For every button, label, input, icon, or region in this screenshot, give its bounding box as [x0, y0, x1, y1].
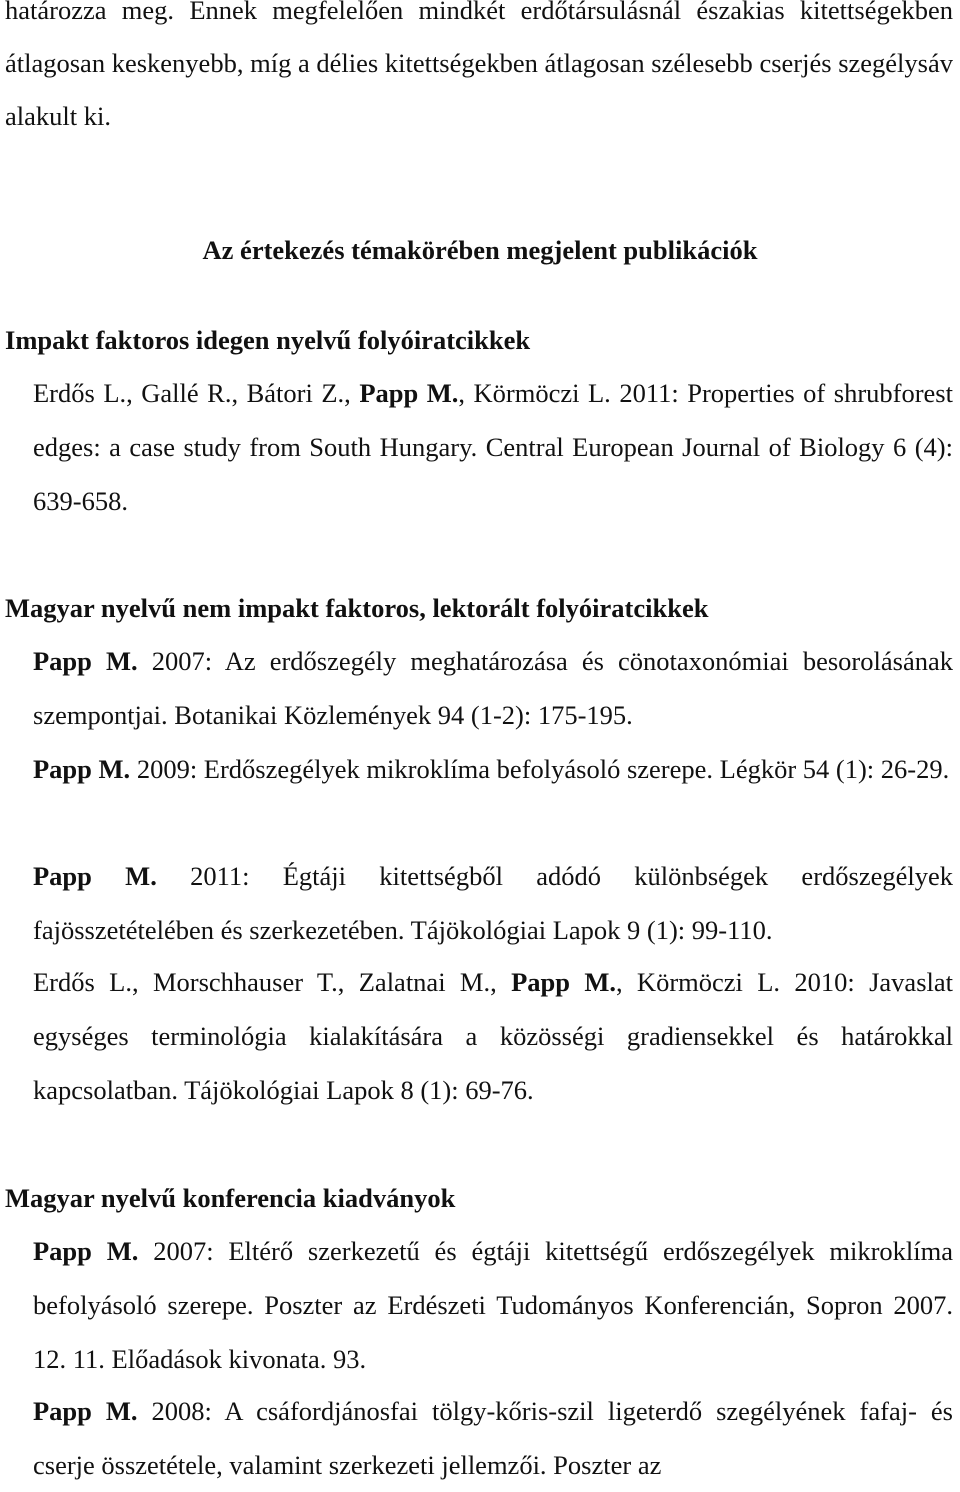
reference-author-highlight: Papp M.	[33, 1236, 139, 1266]
reference-entry	[33, 742, 953, 796]
reference-body: 2008: A csáfordjánosfai tölgy-kőris-szil ligeterdő szegélyének fafaj- és cserje összetétele, valamint szerkezeti jellemzői. Poszter az	[33, 1396, 953, 1480]
intro-paragraph: határozza meg. Ennek megfelelően mindkét erdőtársulásnál északias kitettségekben átlagosan keskenyebb, míg a délies kitettségekben átlagosan szélesebb cserjés szegélysáv alakult ki.	[5, 0, 953, 131]
group-heading-impakt: Impakt faktoros idegen nyelvű folyóiratcikkek	[5, 325, 531, 355]
reference-author-highlight: Papp M.	[33, 861, 157, 891]
reference-entry	[33, 634, 953, 742]
reference-body: 2010: Javaslat egységes terminológia kialakítására a közösségi gradiensekkel és határokkal kapcsolatban. Tájökológiai Lapok 8 (1): 69-76.	[33, 967, 953, 1105]
reference-body: 2011: Égtáji kitettségből adódó különbségek erdőszegélyek fajösszetételében és szerkezetében. Tájökológiai Lapok 9 (1): 99-110.	[33, 861, 953, 945]
reference-body: 2007: Az erdőszegély meghatározása és cönotaxonómiai besorolásának szempontjai. Botanikai Közlemények 94 (1-2): 175-195.	[33, 646, 953, 730]
reference-entry	[33, 955, 953, 1117]
reference-body: 2007: Eltérő szerkezetű és égtáji kitettségű erdőszegélyek mikroklíma befolyásoló szerepe. Poszter az Erdészeti Tudományos Konferencián, Sopron 2007. 12. 11. Előadások kivonata. 93.	[33, 1236, 953, 1374]
reference-entry	[33, 1224, 953, 1386]
reference-authors: Erdős L., Gallé R., Bátori Z.,	[33, 378, 360, 408]
reference-entry	[33, 1384, 953, 1492]
reference-body: 2009: Erdőszegélyek mikroklíma befolyásoló szerepe. Légkör 54 (1): 26-29.	[130, 754, 950, 784]
reference-entry	[33, 366, 953, 528]
reference-author-highlight: Papp M.	[359, 378, 459, 408]
reference-authors: , Körmöczi L.	[615, 967, 781, 997]
reference-authors: Erdős L., Morschhauser T., Zalatnai M.,	[33, 967, 512, 997]
reference-author-highlight: Papp M.	[33, 1396, 138, 1426]
reference-body: 2011: Properties of shrubforest edges: a case study from South Hungary. Central European Journal of Biology 6 (4): 639-658.	[33, 378, 953, 516]
section-title: Az értekezés témakörében megjelent publikációk	[202, 235, 758, 265]
group-heading-magyar-lektoralt: Magyar nyelvű nem impakt faktoros, lektorált folyóiratcikkek	[5, 593, 709, 623]
reference-author-highlight: Papp M.	[33, 646, 138, 676]
group-heading-konferencia: Magyar nyelvű konferencia kiadványok	[5, 1183, 456, 1213]
reference-author-highlight: Papp M.	[33, 754, 131, 784]
reference-authors: , Körmöczi L.	[458, 378, 611, 408]
reference-entry	[33, 849, 953, 957]
reference-author-highlight: Papp M.	[511, 967, 616, 997]
